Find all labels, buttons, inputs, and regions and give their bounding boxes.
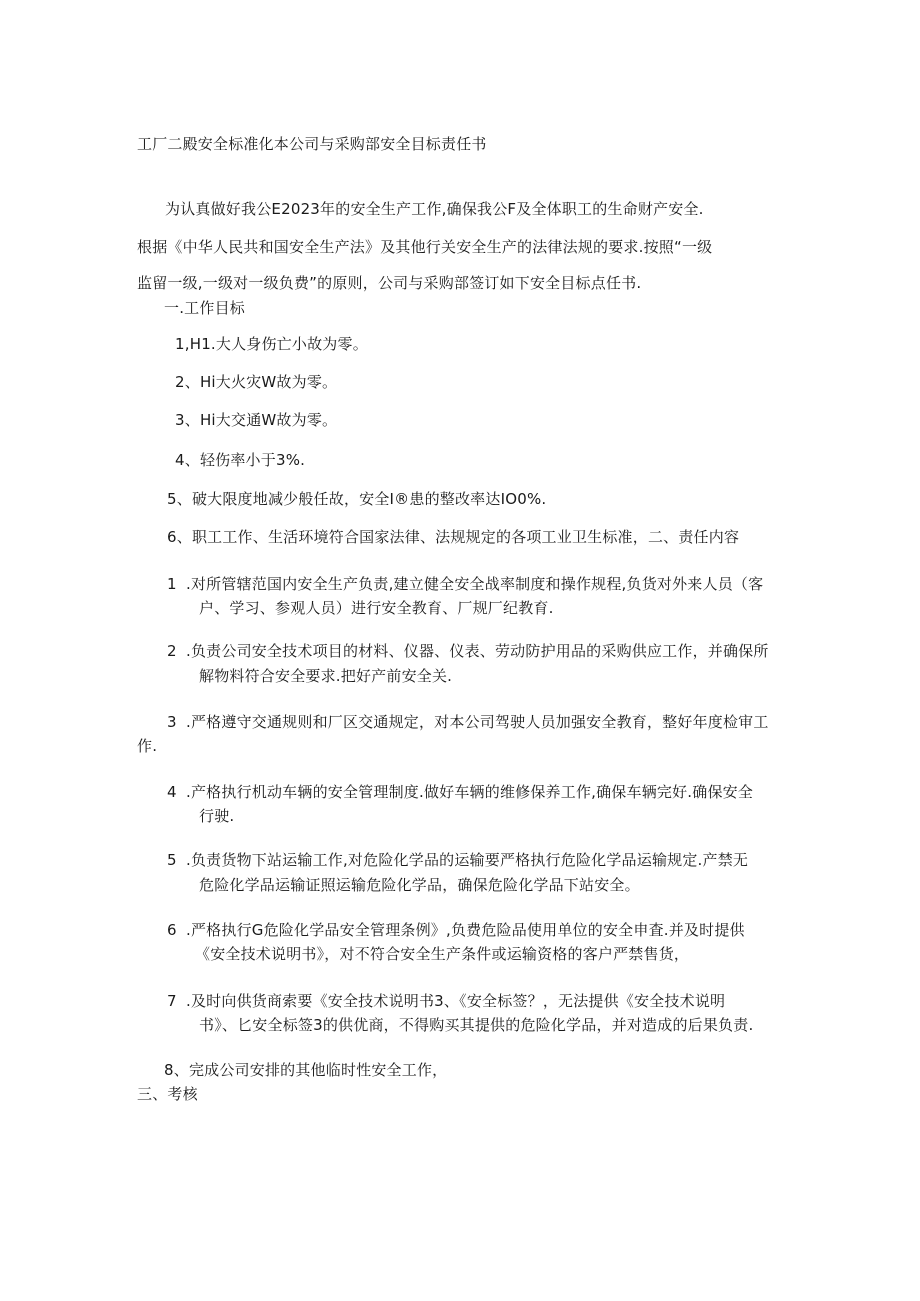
responsibility-text-cont: 户、学习、参观人员）进行安全教育、厂规厂纪教育. [199,599,554,617]
responsibility-number: 5 [167,851,177,869]
intro-line-1: 为认真做好我公E2023年的安全生产工作,确保我公F及全体职工的生命财产安全. [165,200,704,218]
intro-line-3: 监留一级,一级对一级负费”的原则，公司与采购部签订如下安全目标点任书. [137,274,642,292]
responsibility-text: .负责公司安全技术项目的材料、仪器、仪表、劳动防护用品的采购供应工作，并确保所 [186,642,769,660]
responsibility-text-cont: 作. [137,737,158,755]
responsibility-item-8: 8、完成公司安排的其他临时性安全工作， [164,1061,448,1079]
goal-item: 2、Hi大火灾W故为零。 [175,373,338,391]
responsibility-text-cont: 解物料符合安全要求.把好产前安全关. [199,667,453,685]
responsibility-text: .严格执行G危险化学品安全管理条例》,负费危险品使用单位的安全申査.并及时提供 [186,921,745,939]
intro-line-2: 根据《中华人民共和国安全生产法》及其他行关安全生产的法律法规的要求.按照“一级 [137,238,713,256]
document-title: 工厂二殿安全标准化本公司与采购部安全目标责任书 [137,135,487,153]
responsibility-text: .对所管辖范国内安全生产负责,建立健全安全战率制度和操作规程,负货对外来人员（客 [186,575,764,593]
responsibility-number: 1 [167,575,177,593]
section-heading-goals: 一.工作目标 [164,299,245,317]
responsibility-text: .负责货物下站运输工作,对危险化学品的运输要严格执行危险化学品运输规定.产禁无 [186,851,749,869]
responsibility-text-cont: 危险化学品运输证照运输危险化学品，确保危险化学品下站安全。 [199,876,640,894]
responsibility-text-cont: 行驶. [199,807,235,825]
goal-item: 5、破大限度地减少般任故，安全I®患的整改率达IO0%. [167,490,547,508]
section-heading-assessment: 三、考核 [137,1085,198,1103]
responsibility-text: .及时向供货商索要《安全技术说明书3、《安全标签？，无法提供《安全技术说明 [186,992,726,1010]
responsibility-number: 6 [167,921,177,939]
responsibility-text-cont: 《安全技术说明书》，对不符合安全生产条件或运输资格的客户严禁售货， [195,945,690,963]
goal-item: 6、职工工作、生活环境符合国家法律、法规规定的各项工业卫生标准，二、责任内容 [167,528,740,546]
responsibility-number: 4 [167,783,177,801]
responsibility-text: .产格执行机动车辆的安全管理制度.做好车辆的维修保养工作,确保车辆完好.确保安全 [186,783,754,801]
goal-item: 1,H1.大人身伤亡小故为零。 [175,335,368,353]
responsibility-text: .严格遵守交通规则和厂区交通规定，对本公司驾驶人员加强安全教育，整好年度检审工 [186,713,769,731]
responsibility-text-cont: 书》、匕安全标签3的供优商，不得购买其提供的危险化学品，并对造成的后果负责. [199,1016,754,1034]
goal-item: 4、轻伤率小于3%. [175,451,306,469]
responsibility-number: 7 [167,992,177,1010]
responsibility-number: 2 [167,642,177,660]
responsibility-number: 3 [167,713,177,731]
goal-item: 3、Hi大交通W故为零。 [175,411,338,429]
